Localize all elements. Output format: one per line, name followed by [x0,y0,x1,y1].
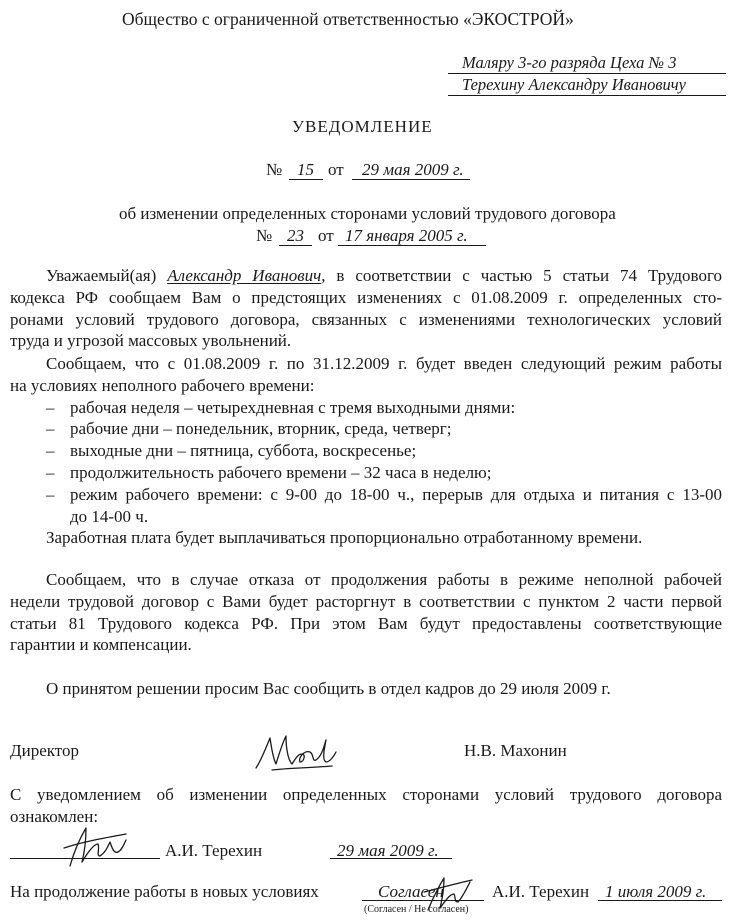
list-item-text: выходные дни – пятница, суббота, воскресенье; [70,441,417,461]
list-item-continuation: до 14-00 ч. [70,506,149,526]
employee-signature-icon [60,822,130,874]
addressee-name: Александр Иванович [167,266,322,285]
recipient-position: Маляру 3-го разряда Цеха № 3 [462,53,677,72]
list-dash: – [46,441,55,461]
list-dash: – [46,462,55,482]
list-item-text: продолжительность рабочего времени – 32 часа в неделю; [70,462,492,482]
acknowledgement-line: С уведомлением об изменении определенных сторонами условий трудового договора [10,785,722,804]
salutation: Уважаемый(ая) [46,266,157,285]
contract-date: 17 января 2005 г. [345,226,468,245]
paragraph-intro [10,265,722,352]
paragraph-schedule-line: Сообщаем, что с 01.08.2009 г. по 31.12.2009 г. будет введен следующий режим работы [46,354,722,373]
acknowledgement-date-underline [330,858,452,859]
notice-date-underline [352,179,470,180]
list-item [10,484,722,506]
employee-name-second: А.И. Терехин [492,882,590,901]
list-item-text: режим рабочего времени: с 9-00 до 18-00 ч., перерыв для отдыха и питания с 13-00 [70,484,722,504]
recipient-name: Терехину Александру Ивановичу [462,75,686,94]
list-item [10,440,722,462]
contract-number-label: № [256,226,273,245]
paragraph-termination-line: Сообщаем, что в случае отказа от продолжения работы в режиме неполной рабочей [46,570,722,589]
list-dash: – [46,397,55,417]
consent-value: Согласен [378,882,444,901]
acknowledgement-line: ознакомлен: [10,806,99,826]
acknowledgement-date: 29 мая 2009 г. [337,841,439,860]
list-item [10,397,722,419]
director-title: Директор [10,741,79,760]
continue-date-underline [598,900,722,901]
list-item-text: рабочие дни – понедельник, вторник, среда, четверг; [70,419,452,439]
director-signature-icon [252,728,340,778]
paragraph-salary: Заработная плата будет выплачиваться пропорционально отработанному времени. [46,528,643,548]
consent-hint: (Согласен / Не согласен) [364,904,469,915]
paragraph-intro-line: кодекса РФ сообщаем Вам о предстоящих изменениях с 01.08.2009 г. определенных сто- [10,287,722,307]
salutation-tail: , в соответствии с частью 5 статьи 74 Трудового [321,266,722,285]
paragraph-deadline [10,678,722,700]
continue-label: На продолжение работы в новых условиях [10,882,319,901]
list-item [10,462,722,484]
contract-date-underline [338,245,486,246]
paragraph-schedule-line: на условиях неполного рабочего времени: [10,375,315,395]
paragraph-deadline-line: О принятом решении просим Вас сообщить в отдел кадров до 29 июля 2009 г. [46,679,611,698]
list-item [10,418,722,440]
number-label: № [266,160,283,179]
director-name: Н.В. Махонин [464,741,567,760]
consent-signature-icon [420,870,476,918]
paragraph-termination-line: статьи 81 Трудового кодекса РФ. При этом Вам будут предоставлены соответствующие [10,613,722,633]
paragraph-termination [10,569,722,656]
document-title: УВЕДОМЛЕНИЕ [292,117,433,136]
date-label: от [328,160,344,179]
paragraph-schedule [10,353,722,549]
paragraph-intro-line [10,265,722,287]
employee-signature-line [10,858,160,859]
notice-subject: об изменении определенных сторонами условий трудового договора [119,204,616,223]
list-item-text: рабочая неделя – четырехдневная с тремя выходными днями: [70,397,516,417]
contract-number-underline [279,245,312,246]
continue-date: 1 июля 2009 г. [605,882,707,901]
contract-date-label: от [318,226,334,245]
contract-number: 23 [287,226,304,245]
recipient-name-underline [448,95,726,96]
list-dash: – [46,484,55,504]
paragraph-intro-line: ронами условий трудового договора, связанных с изменениями технологических условий [10,309,722,329]
recipient-position-underline [448,73,726,74]
paragraph-termination-line: недели трудовой договор с Вами будет расторгнут в соответствии с пунктом 2 части первой [10,591,722,611]
notice-number-underline [289,179,323,180]
paragraph-termination-line: гарантии и компенсации. [10,635,192,655]
employee-name: А.И. Терехин [165,841,263,860]
list-dash: – [46,419,55,439]
paragraph-intro-line: труда и угрозой массовых увольнений. [10,331,292,351]
notice-number: 15 [297,160,314,179]
organization-name: Общество с ограниченной ответственностью «ЭКОСТРОЙ» [122,9,574,29]
notice-date: 29 мая 2009 г. [362,160,464,179]
